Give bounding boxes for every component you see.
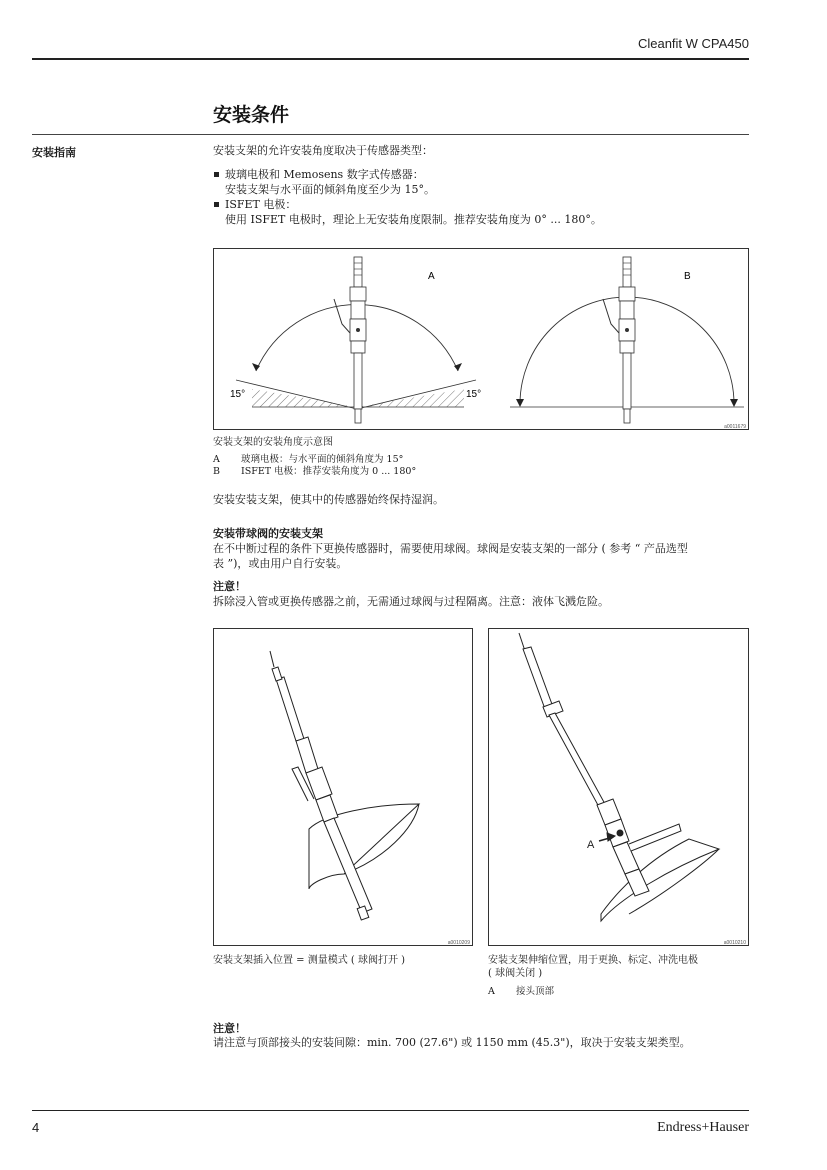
bullet-item (214, 167, 435, 197)
intro-text: 安装支架的允许安装角度取决于传感器类型： (213, 144, 433, 157)
footer-rule (32, 1110, 749, 1111)
wet-paragraph: 安装安装支架，使其中的传感器始终保持湿润。 (213, 493, 444, 506)
bullet-text: 安装支架与水平面的倾斜角度至少为 15°。 (225, 183, 435, 196)
page-number: 4 (32, 1120, 40, 1135)
angle-label-right: 15° (466, 389, 482, 400)
bullet-title: ISFET 电极： (225, 198, 297, 211)
legend-key: A (488, 986, 495, 997)
figure-caption: 安装支架插入位置 = 测量模式 ( 球阀打开 ) (213, 955, 406, 966)
angle-label-left: 15° (230, 389, 246, 400)
legend-text: 接头顶部 (516, 986, 555, 997)
note-heading: 注意！ (213, 1022, 246, 1035)
page-title: 安装条件 (213, 104, 290, 126)
header-rule (32, 58, 749, 60)
figure-insert-position (213, 628, 473, 946)
figure-label-b: B (684, 271, 691, 282)
figure-legend (488, 986, 554, 998)
figure-id: a0010209 (447, 940, 470, 946)
figure-mounting-angles (213, 248, 749, 430)
ball-valve-line: 在不中断过程的条件下更换传感器时，需要使用球阀。球阀是安装支架的一部分 ( 参考 “ 产品选型 (213, 542, 688, 555)
ball-valve-text (213, 541, 753, 571)
figure-id: a0011679 (724, 424, 746, 430)
bullet-marker (214, 172, 219, 177)
note-heading: 注意！ (213, 580, 246, 593)
caption-line: ( 球阀关闭 ) (488, 968, 543, 979)
note-text: 请注意与顶部接头的安装间隙：min. 700 (27.6") 或 1150 mm (45.3")，取决于安装支架类型。 (213, 1036, 691, 1049)
footer-brand: Endress+Hauser (657, 1120, 749, 1135)
insert-position-drawing (214, 629, 472, 945)
legend-item (213, 454, 416, 466)
header-product: Cleanfit W CPA450 (637, 36, 749, 51)
bullet-text: 使用 ISFET 电极时，理论上无安装角度限制。推荐安装角度为 0° ... 180°。 (225, 213, 602, 226)
section-rule (32, 134, 749, 135)
legend-item (213, 466, 416, 478)
figure-retracted-position (488, 628, 749, 946)
figure-legend (213, 454, 416, 478)
figure-id: a0010210 (723, 940, 746, 946)
legend-text: ISFET 电极：推荐安装角度为 0 ... 180° (241, 466, 417, 477)
figure-label-a: A (587, 839, 595, 851)
legend-key: B (213, 466, 220, 477)
caption-line: 安装支架伸缩位置，用于更换、标定、冲洗电极 (488, 955, 698, 966)
diagram-a (230, 257, 481, 423)
mounting-angle-diagram (214, 249, 748, 429)
diagram-b (510, 257, 744, 423)
side-heading: 安装指南 (32, 146, 76, 159)
ball-valve-heading: 安装带球阀的安装支架 (213, 527, 323, 540)
note-text: 拆除浸入管或更换传感器之前，无需通过球阀与过程隔离。注意：液体飞溅危险。 (213, 595, 609, 608)
figure-caption (488, 954, 698, 980)
ball-valve-line: 表 ”)，或由用户自行安装。 (213, 557, 348, 570)
figure-label-a: A (428, 271, 435, 282)
legend-text: 玻璃电极：与水平面的倾斜角度为 15° (241, 454, 404, 465)
figure-caption: 安装支架的安装角度示意图 (213, 437, 333, 448)
legend-key: A (213, 454, 220, 465)
bullet-title: 玻璃电极和 Memosens 数字式传感器： (225, 168, 424, 181)
bullet-marker (214, 202, 219, 207)
bullet-item (214, 197, 602, 227)
legend-item (488, 986, 554, 998)
retracted-position-drawing (489, 629, 748, 945)
